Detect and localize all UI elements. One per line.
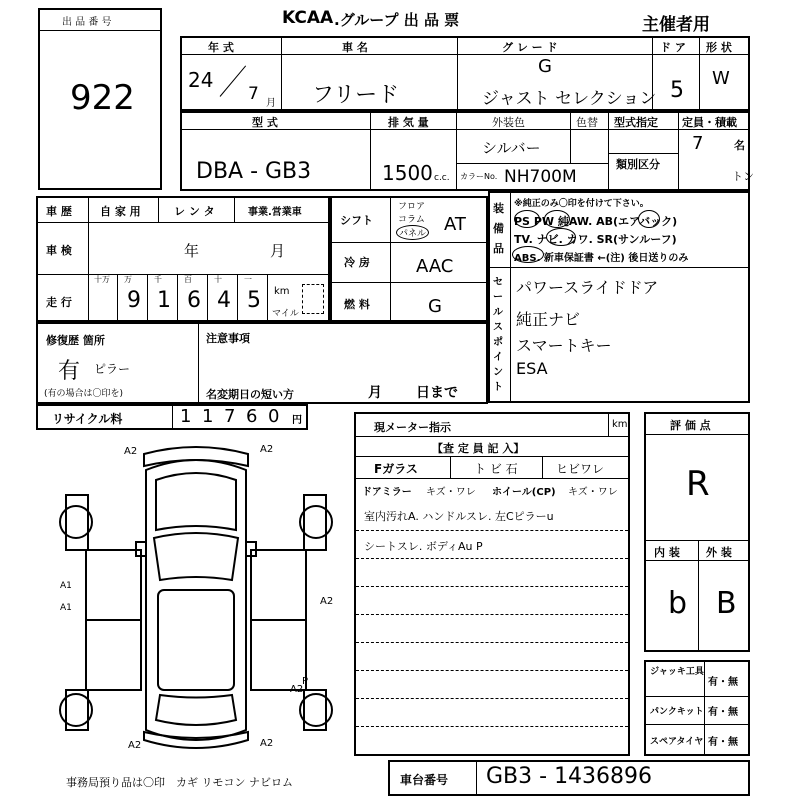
interior-value: b [668, 586, 688, 621]
mark-left-2: A1 [60, 603, 72, 613]
mileage-digit-label: 千 [154, 275, 162, 284]
inspection-label: 車 検 [46, 244, 72, 257]
repair-sub: (有の場合は〇印を) [44, 389, 124, 399]
mileage-digit-cell [118, 274, 148, 320]
category-label: 類別区分 [616, 158, 660, 171]
glass-label: Fガラス [374, 462, 418, 476]
capacity-value: 7 [692, 133, 704, 154]
meter-unit: km [612, 419, 628, 430]
repair-value: 有 [58, 359, 81, 384]
mileage-digit-label: 十 [214, 275, 222, 284]
mileage-label: 走 行 [46, 296, 72, 309]
puncture-label: パンクキット [650, 707, 704, 717]
mileage-digit-cell [178, 274, 208, 320]
mileage-digit-cell [208, 274, 238, 320]
inspection-month: 月 [270, 242, 286, 260]
recycle-box [36, 404, 308, 430]
mirror-value: キズ・ワレ [426, 487, 476, 498]
meter-ruled-line [356, 642, 628, 643]
sales-2: 純正ナビ [516, 310, 581, 329]
cc-unit: c.c. [434, 173, 450, 183]
mileage-digit-label: 百 [184, 275, 192, 284]
equip-line1: PS PW 純AW. AB(エアバック) [514, 215, 678, 228]
exterior-label: 外 装 [706, 546, 732, 559]
history-box [36, 196, 330, 322]
repair-box [36, 322, 488, 404]
interior-label: 内 装 [654, 546, 680, 559]
mark-rear-right: A2 [260, 738, 274, 749]
month-value: 7 [248, 84, 259, 104]
score-box [644, 412, 750, 652]
score-label: 評 価 点 [670, 419, 711, 432]
repair-label: 修復歴 箇所 [46, 334, 105, 347]
car-name: フリード [312, 83, 400, 108]
fuel-value: G [428, 296, 442, 317]
wheel-value: キズ・ワレ [568, 487, 618, 498]
row2-box [180, 111, 754, 191]
header-title: .グループ 出 品 票 [334, 11, 460, 29]
history-opt1: 自 家 用 [100, 205, 141, 218]
doors-value: 5 [670, 78, 684, 103]
footer-note: 事務局預り品は〇印 カギ リモコン ナビロム [66, 776, 293, 789]
mileage-digit: 1 [157, 288, 171, 313]
name-change-month: 月 [368, 385, 382, 401]
shift-opt-floor: フロア [398, 202, 426, 212]
equip-label: 装備品 [493, 202, 504, 255]
ac-value: AAC [416, 256, 454, 277]
meter-label: 現メーター指示 [374, 421, 451, 434]
meter-ruled-line [356, 670, 628, 671]
inspection-year: 年 [184, 242, 200, 260]
cc-label: 排 気 量 [388, 116, 429, 129]
recycle-digit: 1 [202, 406, 214, 427]
mark-front-right: A2 [260, 444, 274, 455]
recycle-unit: 円 [292, 415, 302, 426]
year-value: 24 [188, 68, 214, 92]
car-diagram [46, 440, 346, 760]
shape-label: 形 状 [706, 41, 732, 54]
sales-label: セールスポイント [493, 277, 503, 393]
meter-ruled-line [356, 558, 628, 559]
repair-location: ピラー [94, 362, 131, 376]
spare-label: スペアタイヤ [650, 737, 704, 747]
mileage-digit-cell [88, 274, 118, 320]
mile-label: マイル [272, 309, 299, 319]
mark-right-rear: A2 [290, 684, 304, 695]
spare-value: 有・無 [708, 737, 738, 748]
chassis-box [388, 760, 750, 796]
glass-opt2: ヒビワレ [556, 462, 605, 476]
lot-label: 出 品 番 号 [62, 17, 112, 28]
mark-front-left: A2 [124, 446, 138, 457]
month-unit: 月 [266, 98, 276, 109]
name-change-label: 名変期日の短い方 [206, 388, 294, 401]
header-brand: KCAA [282, 8, 334, 28]
grade-1: G [538, 56, 552, 77]
name-label: 車 名 [342, 41, 368, 54]
km-label: km [274, 286, 290, 297]
mark-rear-left: A2 [128, 740, 142, 751]
recycle-digit: 0 [268, 406, 280, 427]
year-label: 年 式 [208, 41, 234, 54]
history-opt3: 事業.営業車 [248, 207, 302, 218]
lot-box [38, 8, 162, 190]
model-value: DBA - GB3 [196, 159, 312, 184]
meter-ruled-line [356, 530, 628, 531]
color-value: シルバー [482, 139, 541, 157]
recycle-digit: 6 [246, 406, 258, 427]
cc-value: 1500 [382, 161, 433, 185]
color-change-label: 色替 [576, 116, 598, 129]
drive-box [330, 196, 488, 322]
grade-label: グ レ ー ド [502, 41, 558, 54]
sales-1: パワースライドドア [516, 278, 659, 297]
model-spec-label: 型式指定 [614, 116, 658, 129]
lot-number: 922 [70, 78, 135, 118]
recycle-digit: 1 [180, 406, 192, 427]
fuel-label: 燃 料 [344, 298, 370, 311]
grade-2: ジャスト セレクション [482, 89, 657, 109]
wheel-label: ホイール(CP) [492, 487, 556, 498]
mileage-digit-cell [148, 274, 178, 320]
color-label: 外装色 [492, 116, 525, 129]
capacity-unit: 名 [734, 139, 745, 152]
mileage-digit: 9 [127, 288, 141, 313]
mileage-digit: 5 [247, 288, 261, 313]
equip-line3: ABS. 新車保証書 ←(注) 後日送りのみ [514, 253, 689, 264]
puncture-value: 有・無 [708, 707, 738, 718]
equip-note: ※純正のみ〇印を付けて下さい。 [514, 199, 649, 209]
jack-label: ジャッキ工具 [650, 667, 704, 677]
sales-3: スマートキー [516, 336, 612, 355]
mileage-digit: 4 [217, 288, 231, 313]
row1-box [180, 36, 750, 111]
color-no-value: NH700M [504, 167, 577, 187]
color-no-label: カラーNo. [460, 172, 498, 181]
meter-box [354, 412, 630, 756]
inspector-label: 【査 定 員 記 入】 [432, 442, 525, 455]
door-label: ド ア [660, 41, 686, 54]
meter-ruled-line [356, 586, 628, 587]
meter-ruled-line [356, 698, 628, 699]
shift-label: シフト [340, 214, 373, 227]
mileage-digit-cell [238, 274, 268, 320]
mark-left-1: A1 [60, 581, 72, 591]
mark-right-p: P [302, 676, 309, 687]
shape-value: W [712, 68, 730, 89]
equip-box [488, 191, 750, 403]
mark-right: A2 [320, 596, 334, 607]
ton-unit: トン [732, 170, 754, 183]
sales-4: ESA [516, 359, 548, 378]
shift-opt-panel: パネル [396, 225, 429, 240]
notes-label: 注意事項 [206, 332, 250, 345]
meter-ruled-line [356, 614, 628, 615]
shift-value: AT [444, 214, 466, 235]
items-box [644, 660, 750, 756]
equip-line2: TV. ナビ. カワ. SR(サンルーフ) [514, 233, 677, 246]
exterior-value: B [716, 586, 737, 621]
meter-comment-2: シートスレ. ボディAu P [364, 540, 483, 553]
mileage-digit-label: 万 [124, 275, 132, 284]
meter-comment-1: 室内汚れA. ハンドルスレ. 左Cピラーu [364, 510, 554, 523]
glass-opt1: ト ビ 石 [474, 462, 518, 476]
history-label: 車 歴 [46, 205, 72, 218]
recycle-label: リサイクル料 [52, 412, 123, 426]
shift-opt-column: コラム [398, 215, 425, 225]
mileage-digit-label: 十万 [94, 275, 110, 284]
ac-label: 冷 房 [344, 256, 370, 269]
chassis-label: 車台番号 [400, 773, 449, 787]
name-change-day: 日まで [416, 385, 458, 401]
meter-ruled-line [356, 726, 628, 727]
history-opt2: レ ン タ [174, 205, 215, 218]
mileage-digit-label: 一 [244, 275, 252, 284]
header-owner: 主催者用 [642, 15, 710, 35]
chassis-value: GB3 - 1436896 [486, 764, 653, 789]
capacity-label: 定員・積載 [682, 116, 737, 129]
mirror-label: ドアミラー [362, 487, 412, 498]
model-label: 型 式 [252, 116, 278, 129]
jack-value: 有・無 [708, 677, 738, 688]
mileage-digit: 6 [187, 288, 201, 313]
score-value: R [686, 464, 710, 504]
recycle-digit: 7 [224, 406, 236, 427]
